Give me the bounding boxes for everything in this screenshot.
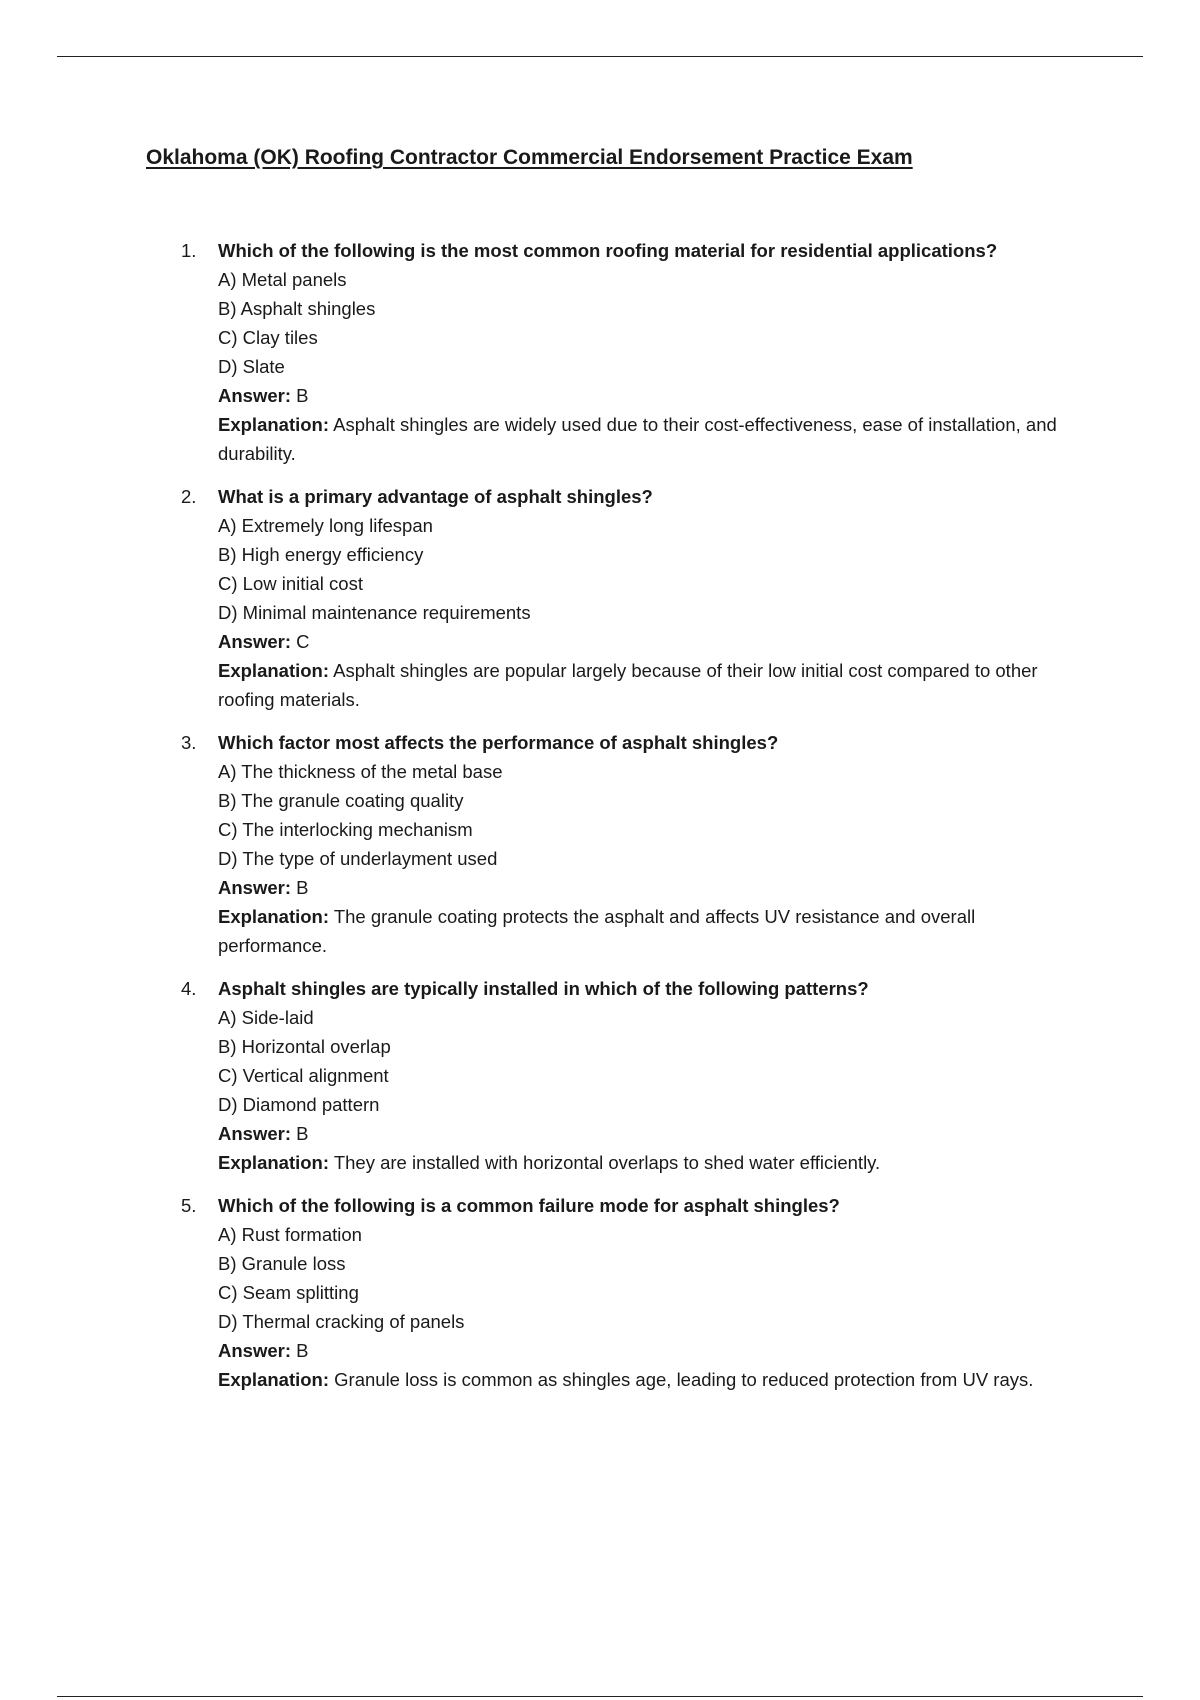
explanation-label: Explanation: — [218, 1152, 330, 1173]
option-b: B) Asphalt shingles — [218, 298, 376, 319]
explanation-text: They are installed with horizontal overlaps to shed water efficiently. — [333, 1152, 881, 1173]
option-d: D) Diamond pattern — [218, 1094, 380, 1115]
explanation-label: Explanation: — [218, 1369, 330, 1390]
question-number: 1. — [181, 240, 197, 261]
answer-value: B — [296, 385, 309, 406]
explanation-line — [218, 902, 1080, 960]
option-b: B) High energy efficiency — [218, 544, 424, 565]
answer-label: Answer: — [218, 631, 291, 652]
answer-line — [218, 1336, 1080, 1365]
question-item — [0, 974, 1200, 1177]
explanation-line — [218, 410, 1080, 468]
answer-line — [218, 381, 1080, 410]
explanation-text: Asphalt shingles are popular largely because of their low initial cost compared to other roofing materials. — [218, 660, 1038, 710]
explanation-text: Asphalt shingles are widely used due to their cost-effectiveness, ease of installation, and durability. — [218, 414, 1057, 464]
question-item — [0, 482, 1200, 714]
question-number: 4. — [181, 978, 197, 999]
page-title: Oklahoma (OK) Roofing Contractor Commercial Endorsement Practice Exam — [146, 146, 913, 169]
question-item — [0, 728, 1200, 960]
question-number: 2. — [181, 486, 197, 507]
option-c: C) The interlocking mechanism — [218, 819, 473, 840]
question-item — [0, 1191, 1200, 1394]
option-d: D) Slate — [218, 356, 285, 377]
option-c: C) Vertical alignment — [218, 1065, 389, 1086]
option-a: A) Rust formation — [218, 1224, 362, 1245]
question-list — [0, 236, 1200, 1408]
option-c: C) Seam splitting — [218, 1282, 359, 1303]
option-d: D) The type of underlayment used — [218, 848, 498, 869]
bottom-rule — [57, 1696, 1143, 1697]
answer-label: Answer: — [218, 385, 291, 406]
answer-label: Answer: — [218, 877, 291, 898]
explanation-text: The granule coating protects the asphalt and affects UV resistance and overall performance. — [218, 906, 976, 956]
answer-line — [218, 1119, 1080, 1148]
option-c: C) Clay tiles — [218, 327, 318, 348]
answer-value: B — [296, 1123, 309, 1144]
option-c: C) Low initial cost — [218, 573, 363, 594]
option-b: B) The granule coating quality — [218, 790, 464, 811]
question-text: Which of the following is a common failure mode for asphalt shingles? — [218, 1195, 840, 1216]
answer-value: C — [296, 631, 310, 652]
question-text: Which of the following is the most common roofing material for residential applications? — [218, 240, 998, 261]
question-number: 3. — [181, 732, 197, 753]
option-a: A) Extremely long lifespan — [218, 515, 433, 536]
explanation-text: Granule loss is common as shingles age, leading to reduced protection from UV rays. — [334, 1369, 1034, 1390]
option-a: A) Metal panels — [218, 269, 347, 290]
explanation-label: Explanation: — [218, 906, 330, 927]
explanation-line — [218, 656, 1080, 714]
option-d: D) Thermal cracking of panels — [218, 1311, 465, 1332]
question-text: Which factor most affects the performance of asphalt shingles? — [218, 732, 779, 753]
option-a: A) Side-laid — [218, 1007, 314, 1028]
answer-value: B — [296, 1340, 309, 1361]
answer-label: Answer: — [218, 1340, 291, 1361]
answer-label: Answer: — [218, 1123, 291, 1144]
explanation-label: Explanation: — [218, 660, 330, 681]
option-b: B) Horizontal overlap — [218, 1036, 391, 1057]
question-text: Asphalt shingles are typically installed in which of the following patterns? — [218, 978, 869, 999]
explanation-label: Explanation: — [218, 414, 330, 435]
option-a: A) The thickness of the metal base — [218, 761, 503, 782]
question-number: 5. — [181, 1195, 197, 1216]
question-item — [0, 236, 1200, 468]
question-text: What is a primary advantage of asphalt shingles? — [218, 486, 653, 507]
option-d: D) Minimal maintenance requirements — [218, 602, 531, 623]
answer-value: B — [296, 877, 309, 898]
explanation-line — [218, 1148, 1080, 1177]
option-b: B) Granule loss — [218, 1253, 346, 1274]
top-rule — [57, 56, 1143, 57]
answer-line — [218, 627, 1080, 656]
explanation-line — [218, 1365, 1080, 1394]
answer-line — [218, 873, 1080, 902]
